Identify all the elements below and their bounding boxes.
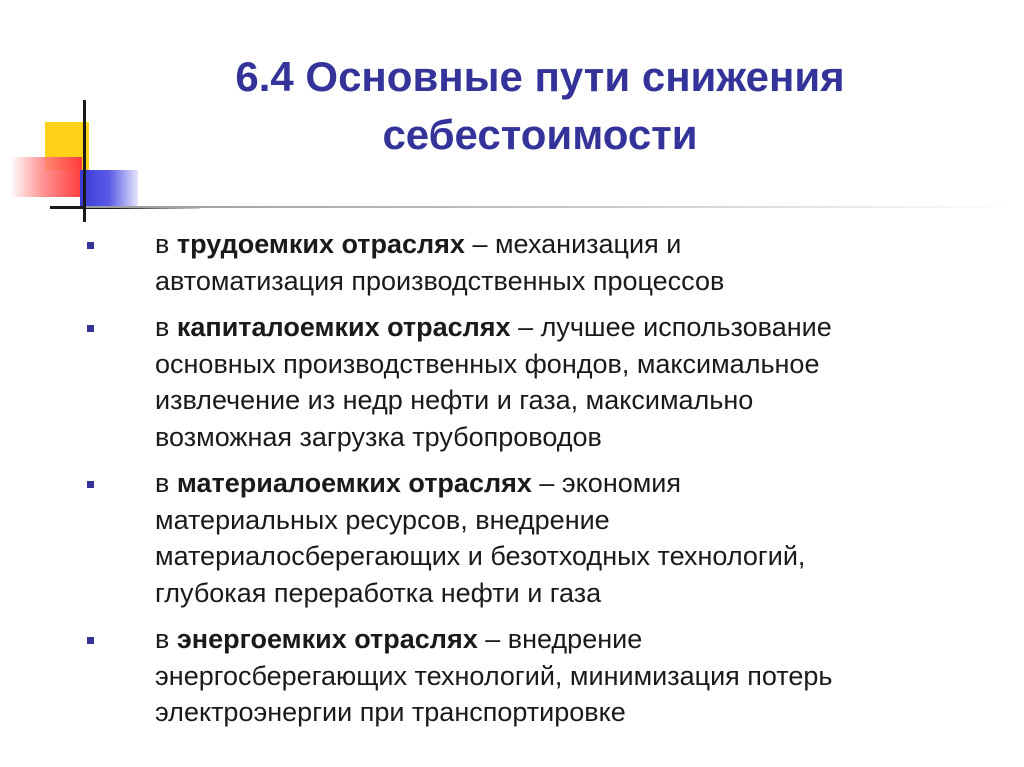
- bullet-prefix: в: [155, 468, 177, 498]
- bullet-text: автоматизация производственных процессов: [155, 265, 725, 296]
- bullet-prefix: в: [155, 312, 177, 342]
- bullet-prefix: в: [155, 624, 177, 654]
- bullet-item: [82, 226, 982, 299]
- decor-blue-square: [80, 170, 138, 208]
- slide-title-line-2: себестоимости: [382, 111, 698, 158]
- slide-title-line-1: 6.4 Основные пути снижения: [235, 53, 845, 100]
- bullet-item: [82, 309, 982, 455]
- bullet-prefix: в: [155, 229, 177, 259]
- bullet-square-icon: [87, 481, 94, 488]
- bullet-list: [82, 226, 982, 741]
- bullet-text: – механизация и: [464, 229, 682, 259]
- bullet-text: возможная загрузка трубопроводов: [155, 421, 602, 452]
- bullet-text: энергосберегающих технологий, минимизация потерь: [155, 660, 833, 691]
- decor-vertical-line: [83, 100, 86, 222]
- slide-title: [100, 48, 980, 164]
- bullet-square-icon: [87, 242, 94, 249]
- bullet-text: глубокая переработка нефти и газа: [155, 577, 602, 608]
- bullet-text: – лучшее использование: [510, 312, 832, 342]
- bullet-text: – внедрение: [477, 624, 643, 654]
- title-divider: [86, 206, 1016, 208]
- decor-red-bar: [10, 157, 82, 197]
- bullet-keyword: трудоемких отраслях: [176, 229, 465, 259]
- bullet-text: извлечение из недр нефти и газа, максимально: [155, 385, 754, 415]
- bullet-square-icon: [87, 637, 94, 644]
- bullet-square-icon: [87, 325, 94, 332]
- bullet-item: [82, 621, 982, 731]
- bullet-text: основных производственных фондов, максимальное: [155, 348, 820, 379]
- bullet-keyword: капиталоемких отраслях: [176, 312, 511, 342]
- bullet-text: материальных ресурсов, внедрение: [155, 504, 610, 535]
- bullet-keyword: энергоемких отраслях: [176, 624, 478, 654]
- bullet-keyword: материалоемких отраслях: [176, 468, 532, 498]
- bullet-item: [82, 465, 982, 611]
- bullet-text: материалосберегающих и безотходных технологий,: [155, 541, 806, 571]
- bullet-text: электроэнергии при транспортировке: [155, 697, 626, 727]
- bullet-text: – экономия: [531, 468, 682, 498]
